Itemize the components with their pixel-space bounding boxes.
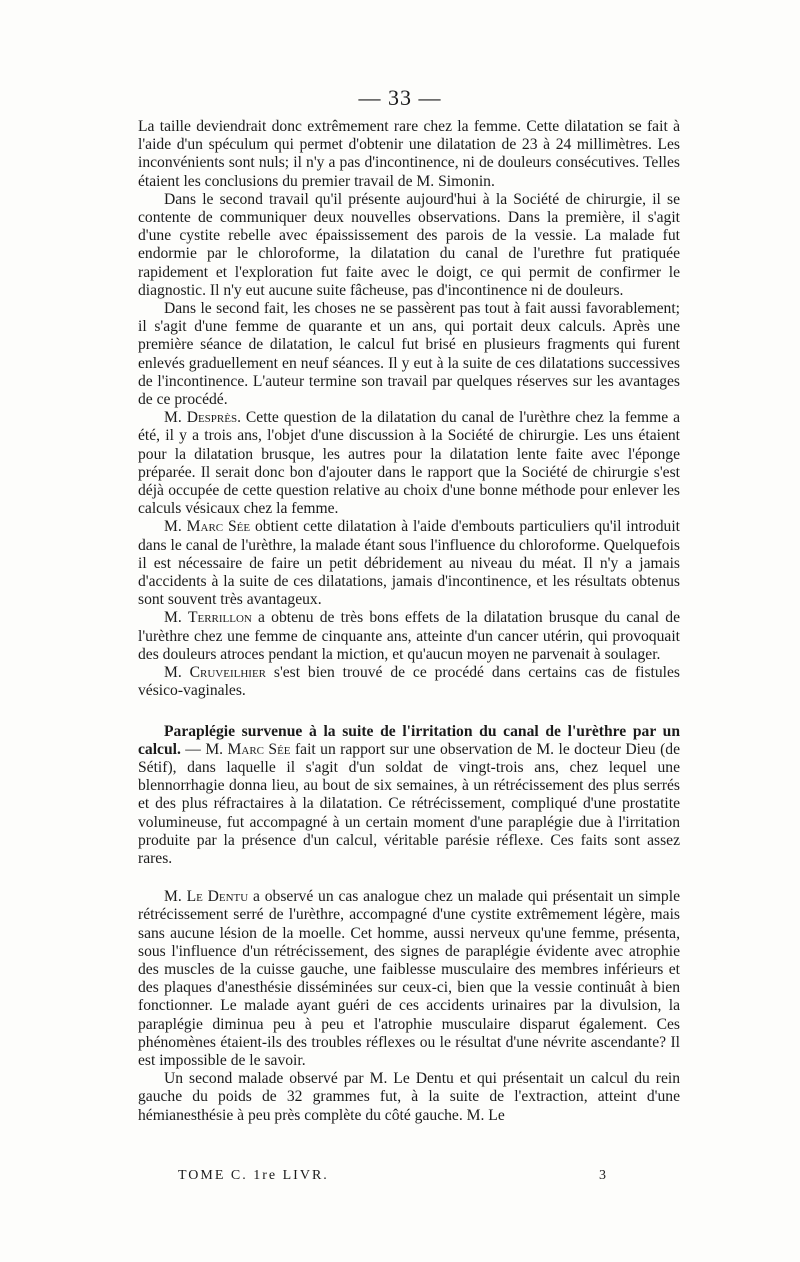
volume-signature: TOME C. 1re LIVR. bbox=[178, 1168, 329, 1183]
paragraph-6: M. Terrillon a obtenu de très bons effets de la dilatation brusque du canal de l'urèthre chez une femme de cinquante ans, atteinte d'un cancer utérin, qui provoquait des douleurs atroces pendant la miction, et qu'aucun moyen ne parvenait à soulager. bbox=[138, 609, 680, 663]
paragraph-10: Un second malade observé par M. Le Dentu et qui présentait un calcul du rein gauche du poids de 32 grammes fut, à la suite de l'extraction, atteint d'une hémianesthésie à peu près complète du côté gauche. M. Le bbox=[138, 1070, 680, 1124]
paragraph-text: s'est bien trouvé de ce procédé dans certains cas de fistules vésico-vaginales. bbox=[138, 664, 680, 700]
speaker-name: Terrillon bbox=[187, 609, 252, 627]
paragraph-text: — M. bbox=[180, 740, 228, 758]
paragraph-1: La taille deviendrait donc extrêmement rare chez la femme. Cette dilatation se fait à l'aide d'un spéculum qui permet d'obtenir une dilatation de 23 à 24 millimètres. Les inconvénients sont nuls; il n'y a pas d'incontinence, ni de douleurs consécutives. Telles étaient les conclusions du premier travail de M. Simonin. bbox=[138, 118, 680, 190]
paragraph-5: M. Marc Sée obtient cette dilatation à l'aide d'embouts particuliers qu'il introduit dans le canal de l'urèthre, la malade étant sous l'influence du chloroforme. Quelquefois il est nécessaire de faire un petit débridement au niveau du méat. Il n'y a jamais d'accidents à la suite de ces dilatations, jamais d'incontinence, et les résultats obtenus sont souvent très avantageux. bbox=[138, 518, 680, 609]
speaker-name: Marc Sée bbox=[227, 740, 291, 758]
speaker-name: Cruveilhier bbox=[189, 664, 267, 682]
paragraph-9: M. Le Dentu a observé un cas analogue chez un malade qui présentait un simple rétrécissement serré de l'urèthre, accompagné d'une cystite extrêmement légère, mais sans aucune lésion de la moelle. Cet homme, aussi nerveux qu'une femme, présenta, sous l'influence d'un rétrécissement, des signes de paraplégie évidente avec atrophie des muscles de la cuisse gauche, une faiblesse musculaire des membres inférieurs et des plaques d'anesthésie disséminées sur ceux-ci, bien que la vessie continuât à bien fonctionner. Le malade ayant guéri de ces accidents urinaires par la divulsion, la paraplégie diminua peu à peu et l'atrophie musculaire disparut également. Ces phénomènes étaient-ils des troubles réflexes ou le résultat d'une névrite ascendante? Il est impossible de le savoir. bbox=[138, 888, 680, 1069]
speaker-name: Le Dentu bbox=[186, 888, 249, 906]
paragraph-8 bbox=[138, 723, 680, 869]
paragraph-7: M. Cruveilhier s'est bien trouvé de ce procédé dans certains cas de fistules vésico-vaginales. bbox=[138, 664, 680, 700]
paragraph-2: Dans le second travail qu'il présente aujourd'hui à la Société de chirurgie, il se contente de communiquer deux nouvelles observations. Dans la première, il s'agit d'une cystite rebelle avec épaississement des parois de la vessie. La malade fut endormie par le chloroforme, la dilatation du canal de l'urethre fut pratiquée rapidement et l'exploration fut faite avec le doigt, ce qui permit de confirmer le diagnostic. Il n'y eut aucune suite fâcheuse, pas d'incontinence ni de douleurs. bbox=[138, 190, 680, 299]
paragraph-text: obtient cette dilatation à l'aide d'embouts particuliers qu'il introduit dans le canal de l'urèthre, la malade étant sous l'influence du chloroforme. Quelquefois il est nécessaire de faire un petit débridement au niveau du méat. Il n'y a jamais d'accidents à la suite de ces dilatations, jamais d'incontinence, et les résultats obtenus sont souvent très avantageux. bbox=[138, 518, 680, 609]
paragraph-3: Dans le second fait, les choses ne se passèrent pas tout à fait aussi favorablement; il s'agit d'une femme de quarante et un ans, qui portait deux calculs. Après une première séance de dilatation, le calcul fut brisé en plusieurs fragments qui furent enlevés graduellement en neuf séances. Il y eut à la suite de ces dilatations successives de l'incontinence. L'auteur termine son travail par quelques réserves sur les avantages de ce procédé. bbox=[138, 300, 680, 409]
sheet-number: 3 bbox=[599, 1168, 608, 1183]
section-heading: Paraplégie survenue à la suite de l'irritation du canal de l'urèthre par un calcul. bbox=[138, 722, 680, 758]
paragraph-4: M. Desprès. Cette question de la dilatation du canal de l'urèthre chez la femme a été, il y a trois ans, l'objet d'une discussion à la Société de chirurgie. Les uns étaient pour la dilatation brusque, les autres pour la dilatation lente faite avec l'éponge préparée. Il serait donc bon d'ajouter dans le rapport que la Société de chirurgie s'est déjà occupée de cette question relative au choix d'une bonne méthode pour enlever les calculs vésicaux chez la femme. bbox=[138, 409, 680, 518]
paragraph-text: a obtenu de très bons effets de la dilatation brusque du canal de l'urèthre chez une femme de cinquante ans, atteinte d'un cancer utérin, qui provoquait des douleurs atroces pendant la miction, et qu'aucun moyen ne parvenait à soulager. bbox=[138, 609, 680, 663]
speaker-name: Desprès bbox=[186, 409, 238, 427]
speaker-name: Marc Sée bbox=[186, 518, 251, 536]
paragraph-text: . Cette question de la dilatation du canal de l'urèthre chez la femme a été, il y a trois ans, l'objet d'une discussion à la Société de chirurgie. Les uns étaient pour la dilatation brusque, les autres pour la dilatation lente faite avec l'éponge préparée. Il serait donc bon d'ajouter dans le rapport que la Société de chirurgie s'est déjà occupée de cette question relative au choix d'une bonne méthode pour enlever les calculs vésicaux chez la femme. bbox=[138, 409, 680, 518]
body-text bbox=[138, 118, 680, 1125]
page-number: — 33 — bbox=[358, 85, 442, 110]
paragraph-text: a observé un cas analogue chez un malade qui présentait un simple rétrécissement serré de l'urèthre, accompagné d'une cystite extrêmement légère, mais sans aucune lésion de la moelle. Cet homme, aussi nerveux qu'une femme, présenta, sous l'influence d'un rétrécissement, des signes de paraplégie évidente avec atrophie des muscles de la cuisse gauche, une faiblesse musculaire des membres inférieurs et des plaques d'anesthésie disséminées sur ceux-ci, bien que la vessie continuât à bien fonctionner. Le malade ayant guéri de ces accidents urinaires par la divulsion, la paraplégie diminua peu à peu et l'atrophie musculaire disparut également. Ces phénomènes étaient-ils des troubles réflexes ou le résultat d'une névrite ascendante? Il est impossible de le savoir. bbox=[138, 888, 680, 1069]
paragraph-text: fait un rapport sur une observation de M. le docteur Dieu (de Sétif), dans laquelle il s'agit d'un soldat de vingt-trois ans, chez lequel une blennorrhagie donna lieu, au bout de six semaines, à un rétrécissement des plus serrés et des plus réfractaires à la dilatation. Ce rétrécissement, compliqué d'une prostatite volumineuse, fut accompagné à un certain moment d'une paraplégie due à l'irritation produite par la présence d'un calcul, véritable parésie réflexe. Ces faits sont assez rares. bbox=[138, 740, 680, 867]
